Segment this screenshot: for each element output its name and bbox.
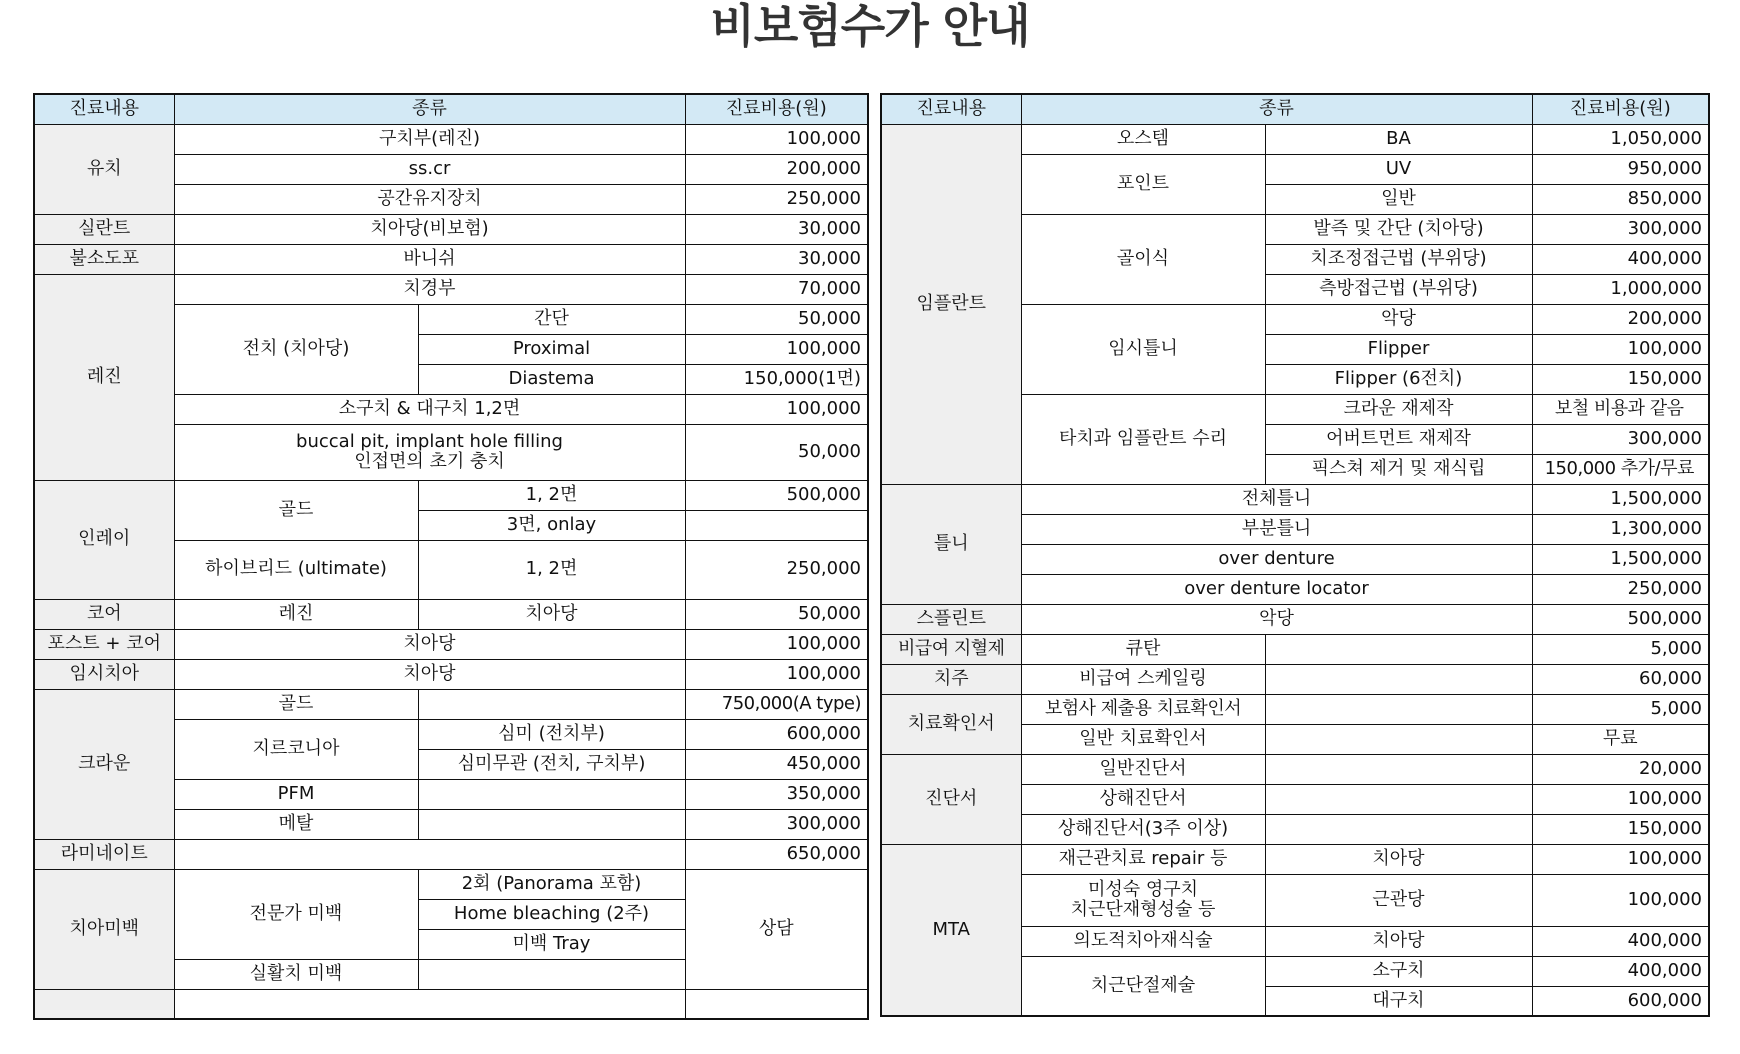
cost-cell: 1,000,000	[1532, 274, 1709, 304]
cost-cell: 100,000	[1532, 334, 1709, 364]
type-cell: ss.cr	[174, 154, 685, 184]
subtype-cell: 치아당	[1265, 844, 1532, 874]
subtype-cell: UV	[1265, 154, 1532, 184]
type-cell: 소구치 & 대구치 1,2면	[174, 394, 685, 424]
table-header-row	[881, 94, 1709, 124]
subtype-cell: 심미 (전치부)	[418, 719, 685, 749]
cost-cell: 무료	[1532, 724, 1709, 754]
cost-cell: 300,000	[1532, 424, 1709, 454]
type-cell: 전체틀니	[1021, 484, 1532, 514]
category-cell: 치주	[881, 664, 1021, 694]
subtype-cell: Flipper	[1265, 334, 1532, 364]
category-cell: 치료확인서	[881, 694, 1021, 754]
cost-cell: 100,000	[685, 124, 868, 154]
type-cell: 비급여 스케일링	[1021, 664, 1265, 694]
table-row	[34, 599, 868, 629]
cost-cell: 400,000	[1532, 926, 1709, 956]
cost-cell: 1,300,000	[1532, 514, 1709, 544]
subtype-cell: 소구치	[1265, 956, 1532, 986]
type-cell: 재근관치료 repair 등	[1021, 844, 1265, 874]
subtype-cell: 치아당	[1265, 926, 1532, 956]
cost-cell: 5,000	[1532, 634, 1709, 664]
type-cell: PFM	[174, 779, 418, 809]
type-cell: 상해진단서	[1021, 784, 1265, 814]
cost-cell: 500,000	[685, 480, 868, 510]
type-cell: 일반진단서	[1021, 754, 1265, 784]
subtype-cell: Home bleaching (2주)	[418, 899, 685, 929]
cost-cell: 150,000 추가/무료	[1532, 454, 1709, 484]
type-cell: 레진	[174, 599, 418, 629]
subtype-cell: Proximal	[418, 334, 685, 364]
cost-cell: 750,000(A type)	[685, 689, 868, 719]
subtype-cell: 대구치	[1265, 986, 1532, 1016]
type-cell: 상해진단서(3주 이상)	[1021, 814, 1265, 844]
subtype-cell: 근관당	[1265, 874, 1532, 926]
cost-cell: 650,000	[685, 839, 868, 869]
type-cell: 치아당	[174, 629, 685, 659]
subtype-cell	[1265, 754, 1532, 784]
type-cell: 메탈	[174, 809, 418, 839]
type-cell: 치근단절제술	[1021, 956, 1265, 1016]
category-cell: 코어	[34, 599, 174, 629]
table-row	[34, 214, 868, 244]
subtype-cell: 치조정접근법 (부위당)	[1265, 244, 1532, 274]
cost-cell: 400,000	[1532, 956, 1709, 986]
subtype-cell	[418, 779, 685, 809]
table-row	[34, 629, 868, 659]
fee-table-right	[880, 93, 1710, 1017]
type-cell: 포인트	[1021, 154, 1265, 214]
type-cell: 치경부	[174, 274, 685, 304]
category-cell: 크라운	[34, 689, 174, 839]
subtype-cell: 악당	[1265, 304, 1532, 334]
type-line: buccal pit, implant hole filling	[296, 430, 563, 452]
type-cell	[1021, 874, 1265, 926]
cost-cell: 70,000	[685, 274, 868, 304]
cost-cell: 250,000	[685, 540, 868, 599]
table-row	[34, 989, 868, 1019]
cost-cell: 450,000	[685, 749, 868, 779]
table-row	[34, 244, 868, 274]
table-row	[34, 124, 868, 154]
table-row	[34, 869, 868, 899]
cost-cell: 100,000	[1532, 784, 1709, 814]
table-row	[34, 839, 868, 869]
cost-cell: 100,000	[1532, 844, 1709, 874]
table-row	[34, 480, 868, 510]
cost-cell: 100,000	[1532, 874, 1709, 926]
category-cell: 비급여 지혈제	[881, 634, 1021, 664]
category-cell: 유치	[34, 124, 174, 214]
cost-cell: 100,000	[685, 629, 868, 659]
table-row	[881, 844, 1709, 874]
type-cell: 구치부(레진)	[174, 124, 685, 154]
cost-cell: 50,000	[685, 424, 868, 480]
table-row	[881, 484, 1709, 514]
category-cell: 실란트	[34, 214, 174, 244]
type-cell: 치아당(비보험)	[174, 214, 685, 244]
type-cell: over denture	[1021, 544, 1532, 574]
table-row	[881, 664, 1709, 694]
subtype-cell: 크라운 재제작	[1265, 394, 1532, 424]
cost-cell: 100,000	[685, 394, 868, 424]
type-cell: 임시틀니	[1021, 304, 1265, 394]
type-cell: 실활치 미백	[174, 959, 418, 989]
subtype-cell	[1265, 814, 1532, 844]
subtype-cell: 측방접근법 (부위당)	[1265, 274, 1532, 304]
subtype-cell: Diastema	[418, 364, 685, 394]
category-cell	[34, 989, 174, 1019]
subtype-cell	[1265, 634, 1532, 664]
category-cell: 임플란트	[881, 124, 1021, 484]
table-row	[34, 274, 868, 304]
cost-cell: 1,500,000	[1532, 544, 1709, 574]
type-cell: 하이브리드 (ultimate)	[174, 540, 418, 599]
category-cell: 레진	[34, 274, 174, 480]
subtype-cell: 치아당	[418, 599, 685, 629]
cost-cell: 200,000	[685, 154, 868, 184]
type-cell: 일반 치료확인서	[1021, 724, 1265, 754]
category-cell: 라미네이트	[34, 839, 174, 869]
cost-cell: 250,000	[1532, 574, 1709, 604]
cost-cell: 20,000	[1532, 754, 1709, 784]
cost-cell: 50,000	[685, 599, 868, 629]
type-cell: 골드	[174, 480, 418, 540]
type-cell: 바니쉬	[174, 244, 685, 274]
cost-cell: 600,000	[685, 719, 868, 749]
type-cell	[174, 839, 685, 869]
cost-cell: 600,000	[1532, 986, 1709, 1016]
header-type: 종류	[1021, 94, 1532, 124]
type-cell	[174, 424, 685, 480]
cost-cell: 1,500,000	[1532, 484, 1709, 514]
table-header-row	[34, 94, 868, 124]
table-row	[34, 689, 868, 719]
cost-cell: 30,000	[685, 244, 868, 274]
category-cell: 틀니	[881, 484, 1021, 604]
subtype-cell	[418, 959, 685, 989]
type-cell: 타치과 임플란트 수리	[1021, 394, 1265, 484]
header-cost: 진료비용(원)	[1532, 94, 1709, 124]
type-cell: 의도적치아재식술	[1021, 926, 1265, 956]
type-cell: 부분틀니	[1021, 514, 1532, 544]
subtype-cell: 2회 (Panorama 포함)	[418, 869, 685, 899]
type-cell: 지르코니아	[174, 719, 418, 779]
subtype-cell: 간단	[418, 304, 685, 334]
cost-cell: 5,000	[1532, 694, 1709, 724]
type-cell: 오스템	[1021, 124, 1265, 154]
subtype-cell: 3면, onlay	[418, 510, 685, 540]
type-cell: 공간유지장치	[174, 184, 685, 214]
table-row	[881, 694, 1709, 724]
subtype-cell	[418, 809, 685, 839]
cost-cell: 200,000	[1532, 304, 1709, 334]
cost-cell: 350,000	[685, 779, 868, 809]
cost-cell: 150,000	[1532, 814, 1709, 844]
type-line: 미성숙 영구치	[1087, 878, 1199, 900]
subtype-cell: 1, 2면	[418, 540, 685, 599]
type-cell: 전치 (치아당)	[174, 304, 418, 394]
type-cell: 골드	[174, 689, 418, 719]
cost-cell: 30,000	[685, 214, 868, 244]
category-cell: 불소도포	[34, 244, 174, 274]
subtype-cell	[1265, 724, 1532, 754]
cost-cell: 보철 비용과 같음	[1532, 394, 1709, 424]
cost-cell: 1,050,000	[1532, 124, 1709, 154]
cost-cell: 100,000	[685, 659, 868, 689]
cost-cell: 상담	[685, 869, 868, 989]
type-cell: 골이식	[1021, 214, 1265, 304]
header-treatment: 진료내용	[881, 94, 1021, 124]
subtype-cell: BA	[1265, 124, 1532, 154]
type-cell: over denture locator	[1021, 574, 1532, 604]
type-cell	[174, 989, 685, 1019]
subtype-cell: 미백 Tray	[418, 929, 685, 959]
category-cell: 스플린트	[881, 604, 1021, 634]
subtype-cell: 심미무관 (전치, 구치부)	[418, 749, 685, 779]
cost-cell	[685, 510, 868, 540]
cost-cell: 50,000	[685, 304, 868, 334]
cost-cell: 500,000	[1532, 604, 1709, 634]
table-row	[881, 754, 1709, 784]
type-cell: 보험사 제출용 치료확인서	[1021, 694, 1265, 724]
subtype-cell	[1265, 664, 1532, 694]
table-row	[881, 604, 1709, 634]
subtype-cell: 픽스쳐 제거 및 재식립	[1265, 454, 1532, 484]
type-cell: 치아당	[174, 659, 685, 689]
cost-cell: 950,000	[1532, 154, 1709, 184]
fee-table-left	[33, 93, 869, 1020]
cost-cell: 250,000	[685, 184, 868, 214]
category-cell: 인레이	[34, 480, 174, 599]
subtype-cell: 1, 2면	[418, 480, 685, 510]
cost-cell: 60,000	[1532, 664, 1709, 694]
subtype-cell: Flipper (6전치)	[1265, 364, 1532, 394]
category-cell: 치아미백	[34, 869, 174, 989]
type-cell: 전문가 미백	[174, 869, 418, 959]
table-row	[34, 659, 868, 689]
type-line: 치근단재형성술 등	[1070, 899, 1216, 920]
cost-cell: 850,000	[1532, 184, 1709, 214]
page-title: 비보험수가 안내	[710, 0, 1030, 53]
header-type: 종류	[174, 94, 685, 124]
cost-cell: 100,000	[685, 334, 868, 364]
header-cost: 진료비용(원)	[685, 94, 868, 124]
subtype-cell: 발즉 및 간단 (치아당)	[1265, 214, 1532, 244]
cost-cell: 150,000(1면)	[685, 364, 868, 394]
cost-cell: 300,000	[685, 809, 868, 839]
table-row	[881, 124, 1709, 154]
subtype-cell: 일반	[1265, 184, 1532, 214]
cost-cell: 400,000	[1532, 244, 1709, 274]
cost-cell: 150,000	[1532, 364, 1709, 394]
table-row	[881, 634, 1709, 664]
subtype-cell	[1265, 694, 1532, 724]
category-cell: 진단서	[881, 754, 1021, 844]
cost-cell: 300,000	[1532, 214, 1709, 244]
category-cell: 포스트 + 코어	[34, 629, 174, 659]
subtype-cell	[1265, 784, 1532, 814]
type-cell: 악당	[1021, 604, 1532, 634]
header-treatment: 진료내용	[34, 94, 174, 124]
type-cell: 큐탄	[1021, 634, 1265, 664]
subtype-cell	[418, 689, 685, 719]
type-line: 인접면의 초기 충치	[354, 451, 505, 472]
category-cell: 임시치아	[34, 659, 174, 689]
subtype-cell: 어버트먼트 재제작	[1265, 424, 1532, 454]
category-cell: MTA	[881, 844, 1021, 1016]
cost-cell	[685, 989, 868, 1019]
